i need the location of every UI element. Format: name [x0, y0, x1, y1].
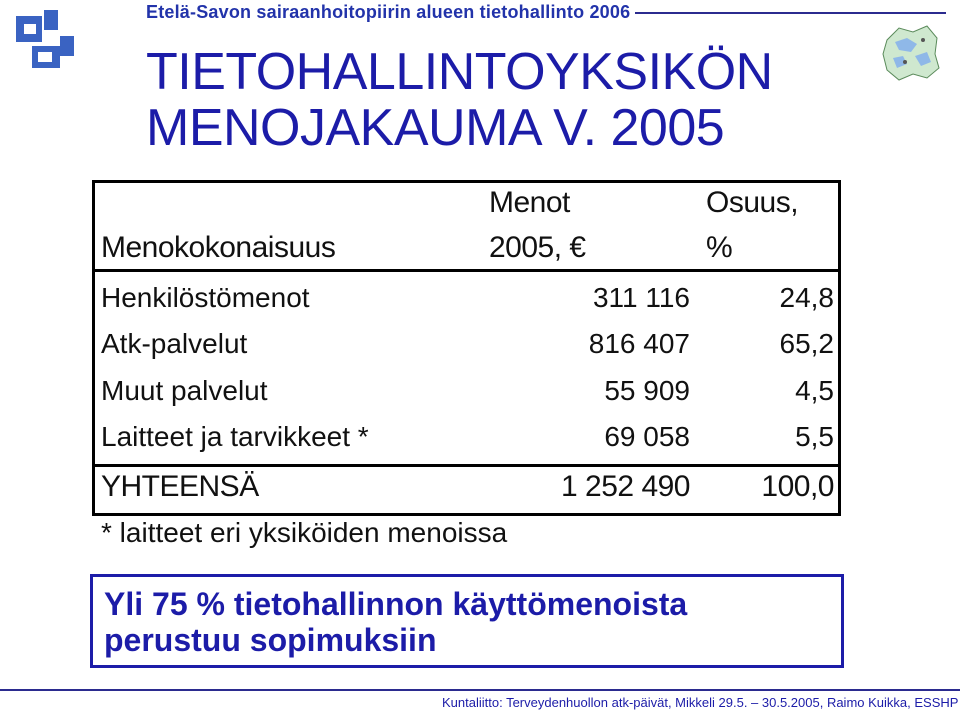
highlight-line1: Yli 75 % tietohallinnon käyttömenoista	[104, 586, 688, 622]
column-header-amount-line1: Menot	[489, 186, 570, 219]
header-rule	[635, 12, 946, 14]
table-row-amount: 55 909	[604, 375, 690, 406]
organization-logo-icon	[14, 10, 80, 70]
page-title-line1: TIETOHALLINTOYKSIKÖN	[146, 43, 773, 101]
column-header-amount-line2: 2005, €	[489, 231, 586, 264]
organization-name: Etelä-Savon sairaanhoitopiirin alueen tietohallinto 2006	[146, 2, 631, 22]
table-row-share: 5,5	[795, 421, 834, 452]
column-header-category: Menokokonaisuus	[101, 231, 336, 264]
table-row-category: Laitteet ja tarvikkeet *	[101, 421, 369, 452]
table-row-share: 65,2	[779, 328, 834, 359]
page-title-line2: MENOJAKAUMA V. 2005	[146, 99, 725, 157]
column-header-share-line2: %	[706, 231, 733, 264]
table-total-category: YHTEENSÄ	[101, 470, 259, 503]
table-total-amount: 1 252 490	[561, 470, 690, 503]
table-header-divider	[92, 269, 841, 272]
table-row-category: Atk-palvelut	[101, 328, 248, 359]
table-row-amount: 816 407	[588, 328, 690, 359]
table-row-category: Henkilöstömenot	[101, 282, 310, 313]
footer-text: Kuntaliitto: Terveydenhuollon atk-päivät, Mikkeli 29.5. – 30.5.2005, Raimo Kuikka, ESSHP	[442, 695, 959, 710]
table-row-amount: 311 116	[592, 282, 690, 313]
table-row-category: Muut palvelut	[101, 375, 268, 406]
table-row-amount: 69 058	[604, 421, 690, 452]
table-footnote: * laitteet eri yksiköiden menoissa	[101, 517, 508, 548]
highlight-line2: perustuu sopimuksiin	[104, 622, 437, 658]
table-total-divider	[92, 464, 841, 467]
footer-rule	[0, 689, 960, 691]
table-total-share: 100,0	[761, 470, 834, 503]
column-header-share-line1: Osuus,	[706, 186, 799, 219]
table-row-share: 24,8	[779, 282, 834, 313]
table-row-share: 4,5	[795, 375, 834, 406]
region-map-icon	[877, 20, 943, 86]
